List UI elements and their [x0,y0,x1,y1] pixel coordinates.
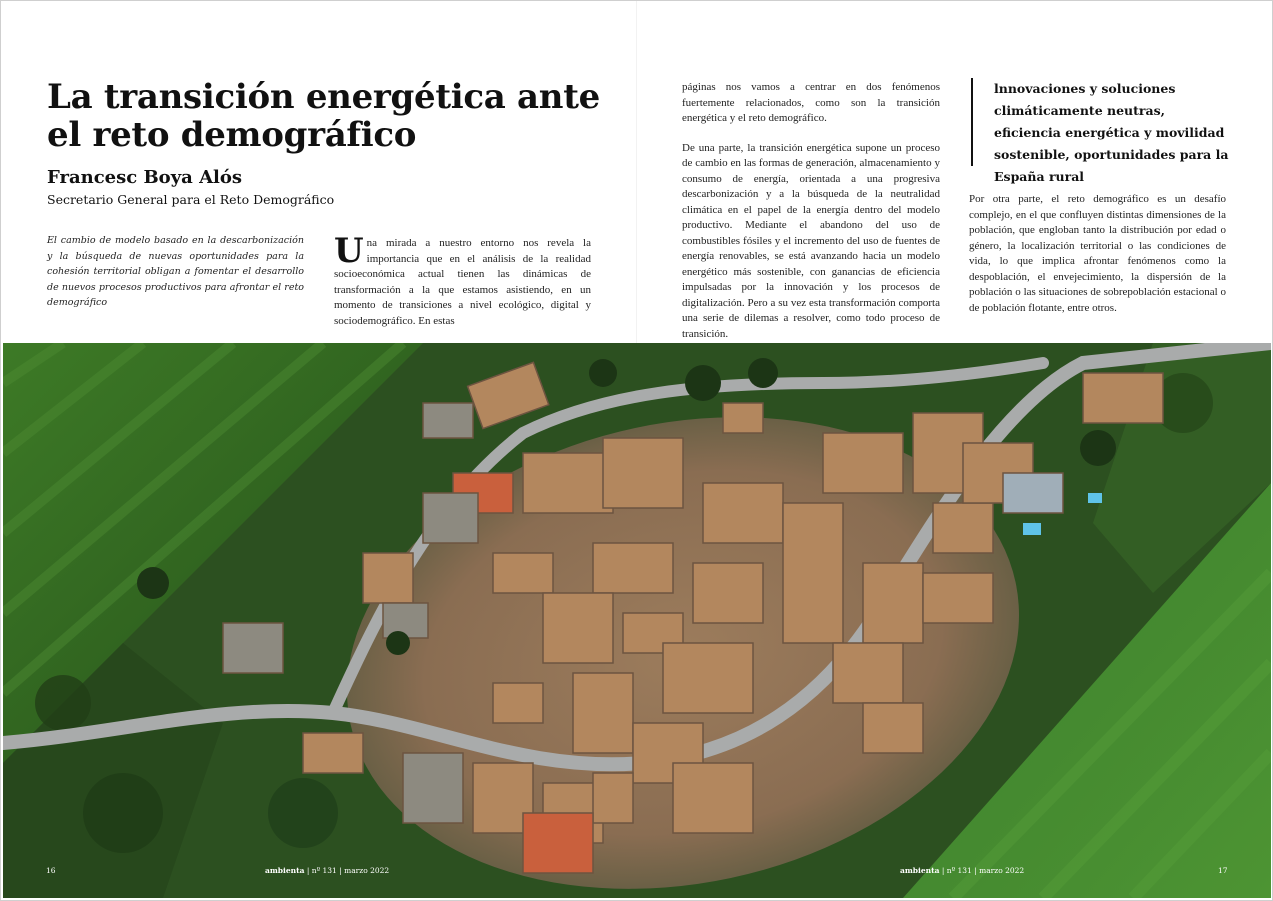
page-number-left: 16 [46,866,56,875]
article-title: La transición energética ante el reto demográfico [47,77,600,155]
body-paragraph: De una parte, la transición energética supone un proceso de cambio en las formas de generación, almacenamiento y consumo de energía, orientada a una progresiva descarbonización y a la búsqueda de la neutralidad climática en el papel de la energía dentro del modelo productivo. Mediante el abandono del uso de combustibles fósiles y el incremento del uso de fuentes de energía renovables, se está avanzando hacia un modelo energético más sostenible, con ganancias de eficiencia impulsadas por la innovación y los procesos de digitalización. Pero a su vez esta transformación comporta una serie de dilemas a resolver, como todo proceso de transición. [682,141,940,340]
drop-cap: U [334,231,364,271]
author-role: Secretario General para el Reto Demográfico [47,192,335,207]
body-column-1 [334,231,591,329]
aerial-village-photo [3,343,1271,898]
issue-info: | nº 131 | marzo 2022 [304,866,390,875]
author-name: Francesc Boya Alós [47,167,243,188]
publication-name: ambienta [900,866,940,875]
footer-right [900,866,1024,875]
issue-info: | nº 131 | marzo 2022 [939,866,1025,875]
body-paragraph: páginas nos vamos a centrar en dos fenómenos fuertemente relacionados, como son la transición energética y el reto demográfico. [682,81,940,124]
pull-quote: lnnovaciones y soluciones climáticamente neutras, eficiencia energética y movilidad sostenible, oportunidades para la España rural [971,78,1231,166]
page-number-right: 17 [1218,866,1228,875]
body-text-1: na mirada a nuestro entorno nos revela la importancia que en el análisis de la realidad socioeconómica actual tienen las dinámicas de transformación a la que estamos asistiendo, en un momento de transiciones a nivel ecológico, digital y sociodemográfico. En estas [334,237,591,327]
body-column-2 [682,80,940,342]
footer-left [265,866,389,875]
publication-name: ambienta [265,866,305,875]
body-column-3 [969,192,1226,316]
article-abstract: El cambio de modelo basado en la descarbonización y la búsqueda de nuevas oportunidades para la cohesión territorial obligan a fomentar el desarrollo de nuevos procesos productivos para afrontar el reto demográfico [47,235,304,308]
page-gutter [636,0,637,343]
body-paragraph: Por otra parte, el reto demográfico es un desafío complejo, en el que confluyen distintas dimensiones de la población, que engloban tanto la distribución por edad o género, la localización territorial o las condiciones de vida, lo que implica afrontar fenómenos como la despoblación, el envejecimiento, la dispersión de la población o las situaciones de sobrepoblación estacional o de población flotante, entre otros. [969,193,1226,314]
